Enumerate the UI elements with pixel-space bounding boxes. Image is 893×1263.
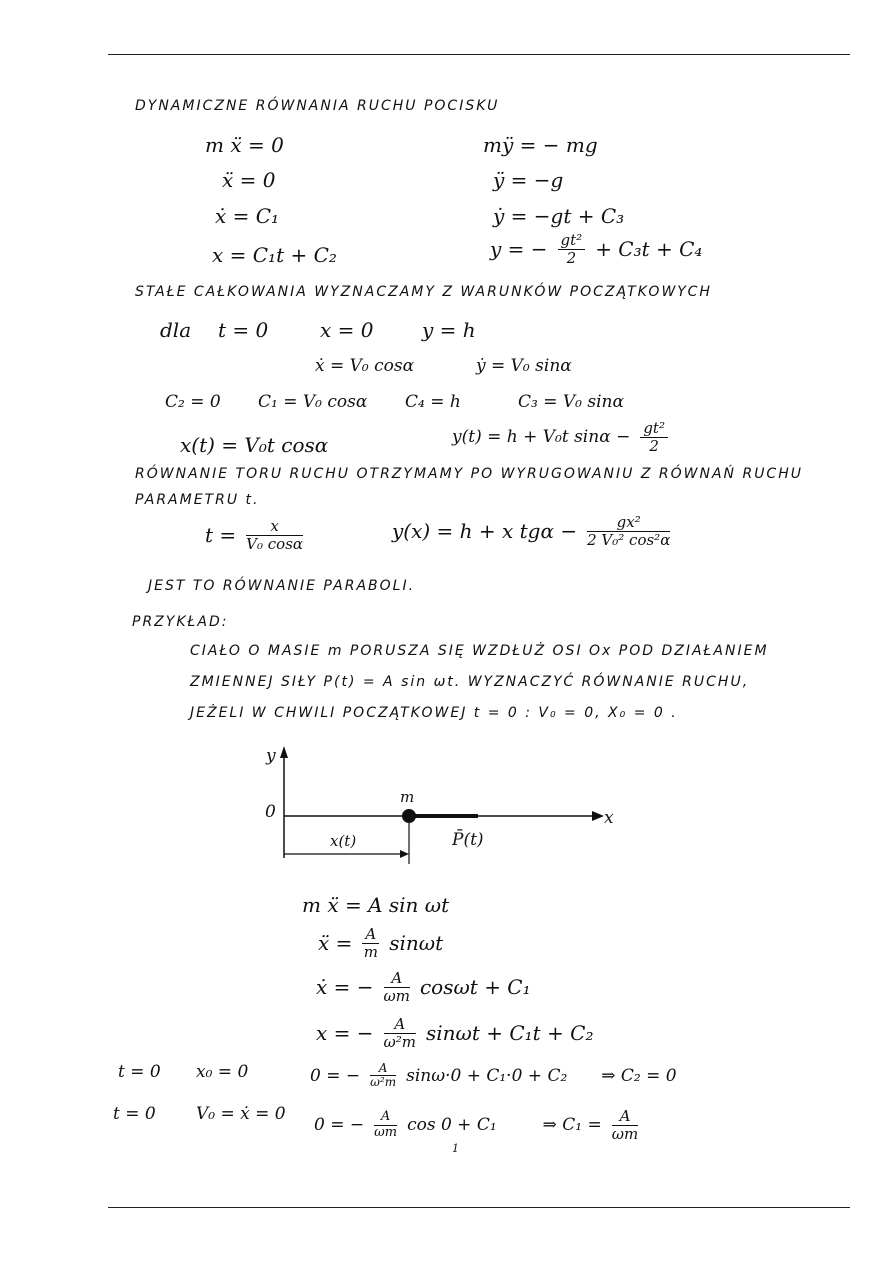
solution-5-num: A	[370, 1062, 396, 1076]
eq-y-4	[490, 232, 702, 266]
eq-y-1: mÿ = − mg	[483, 133, 598, 157]
solution-4-pre: x = −	[316, 1021, 374, 1045]
init-y: y = h	[422, 318, 476, 342]
solution-2-num: A	[362, 926, 379, 944]
x-axis-arrow	[592, 811, 604, 821]
constants-heading: STAŁE CAŁKOWANIA WYZNACZAMY Z WARUNKÓW POCZĄTKOWYCH	[135, 284, 712, 300]
eq-x-1: m ẍ = 0	[205, 133, 284, 157]
diagram-mass-label: m	[400, 788, 415, 806]
solution-5-pre: 0 = −	[310, 1065, 361, 1086]
solution-6-result-frac	[612, 1108, 638, 1142]
eq-y-4-num: gt²	[558, 232, 586, 250]
solution-5-result: ⇒ C₂ = 0	[601, 1065, 677, 1086]
diagram-y-label: y	[266, 746, 276, 766]
yx-eq-den: 2 V₀² cos²α	[587, 530, 671, 549]
t-eq-frac	[246, 518, 303, 552]
eq-y-2: ÿ = −g	[493, 168, 564, 192]
example-line-2: ZMIENNEJ SIŁY P(t) = A sin ωt. WYZNACZYĆ RÓWNANIE RUCHU,	[190, 674, 750, 690]
example-line-1: CIAŁO O MASIE m PORUSZA SIĘ WZDŁUŻ OSI Ox POD DZIAŁANIEM	[190, 643, 769, 659]
solution-6-result-den: ωm	[611, 1124, 639, 1143]
trajectory-line-1: RÓWNANIE TORU RUCHU OTRZYMAMY PO WYRUGOWANIU Z RÓWNAŃ RUCHU	[135, 466, 803, 482]
condition-1-value: x₀ = 0	[196, 1062, 249, 1082]
cos-zero-note: 1	[452, 1142, 459, 1155]
yt-den: 2	[649, 436, 659, 455]
solution-6-frac	[374, 1110, 397, 1140]
solution-6-pre: 0 = −	[314, 1115, 365, 1135]
t-eq-pre: t =	[205, 523, 237, 547]
const-c1: C₁ = V₀ cosα	[258, 392, 368, 412]
eq-x-3: ẋ = C₁	[215, 204, 280, 228]
yt-frac	[640, 420, 668, 454]
solution-3	[316, 970, 531, 1004]
solution-4-num: A	[384, 1016, 416, 1034]
const-c2: C₂ = 0	[165, 392, 221, 412]
solution-6-den: ωm	[374, 1124, 398, 1140]
t-eq-den: V₀ cosα	[246, 534, 304, 553]
solution-5-den: ω²m	[370, 1075, 397, 1090]
init-vy: ẏ = V₀ sinα	[476, 356, 572, 376]
solution-4	[316, 1016, 594, 1050]
solution-6-num: A	[374, 1110, 397, 1125]
solution-5-frac	[370, 1062, 396, 1089]
yt-num: gt²	[640, 420, 668, 438]
top-rule	[108, 54, 850, 55]
example-heading: PRZYKŁAD:	[132, 614, 229, 630]
diagram-x-label: x	[604, 808, 614, 828]
solution-6	[314, 1108, 642, 1142]
init-vx: ẋ = V₀ cosα	[315, 356, 415, 376]
solution-3-frac	[384, 970, 410, 1004]
t-equation	[205, 518, 307, 552]
yx-eq-num: gx²	[587, 514, 670, 532]
solution-2	[318, 926, 443, 960]
condition-1-t: t = 0	[118, 1062, 161, 1082]
trajectory-line-2: PARAMETRU t.	[135, 492, 260, 508]
solution-3-pre: ẋ = −	[316, 975, 374, 999]
solution-2-pre: ẍ =	[318, 931, 353, 955]
yx-equation	[392, 514, 674, 548]
solution-3-post: cosωt + C₁	[419, 975, 531, 999]
eq-x-2: ẍ = 0	[222, 168, 276, 192]
solution-3-num: A	[384, 970, 410, 988]
solution-5-post: sinω·0 + C₁·0 + C₂	[406, 1065, 568, 1086]
eq-y-4-pre: y = −	[490, 237, 548, 261]
eq-x-4: x = C₁t + C₂	[212, 243, 337, 267]
solution-2-post: sinωt	[389, 931, 444, 955]
const-c4: C₄ = h	[405, 392, 461, 412]
solution-2-den: m	[363, 942, 378, 961]
solution-3-den: ωm	[383, 986, 410, 1005]
eq-y-4-frac	[558, 232, 586, 266]
eq-y-4-den: 2	[566, 248, 577, 267]
solution-2-frac	[362, 926, 379, 960]
t-eq-num: x	[246, 518, 303, 536]
solution-4-frac	[384, 1016, 416, 1050]
yt-equation	[452, 420, 672, 454]
init-x: x = 0	[320, 318, 374, 342]
diagram-force-label: P̄(t)	[452, 830, 484, 850]
solution-4-post: sinωt + C₁t + C₂	[425, 1021, 594, 1045]
example-line-3: JEŻELI W CHWILI POCZĄTKOWEJ t = 0 : V₀ = 0, X₀ = 0 .	[190, 705, 678, 721]
solution-5	[310, 1062, 677, 1089]
solution-6-result-num: A	[612, 1108, 638, 1126]
yt-pre: y(t) = h + V₀t sinα −	[452, 427, 631, 447]
yx-eq-pre: y(x) = h + x tgα −	[392, 519, 578, 543]
bottom-rule	[108, 1207, 850, 1208]
solution-1: m ẍ = A sin ωt	[302, 893, 450, 917]
solution-6-result-pre: ⇒ C₁ =	[542, 1115, 602, 1135]
xt-equation: x(t) = V₀t cosα	[180, 433, 329, 457]
xt-dimension-arrow	[400, 850, 409, 858]
y-axis-arrow	[280, 746, 288, 758]
condition-2-t: t = 0	[113, 1104, 156, 1124]
const-c3: C₃ = V₀ sinα	[518, 392, 624, 412]
mass-point	[402, 809, 416, 823]
diagram-origin-label: 0	[265, 802, 276, 822]
init-dla: dla	[160, 318, 192, 342]
init-t: t = 0	[218, 318, 269, 342]
eq-y-4-post: + C₃t + C₄	[595, 237, 703, 261]
condition-2-value: V₀ = ẋ = 0	[196, 1104, 286, 1124]
solution-4-den: ω²m	[383, 1032, 416, 1051]
solution-6-post: cos 0 + C₁	[407, 1115, 497, 1135]
yx-eq-frac	[587, 514, 670, 548]
section-title: DYNAMICZNE RÓWNANIA RUCHU POCISKU	[135, 98, 500, 114]
diagram-xt-label: x(t)	[330, 832, 357, 850]
eq-y-3: ẏ = −gt + C₃	[493, 204, 625, 228]
parabola-text: JEST TO RÓWNANIE PARABOLI.	[148, 578, 416, 594]
